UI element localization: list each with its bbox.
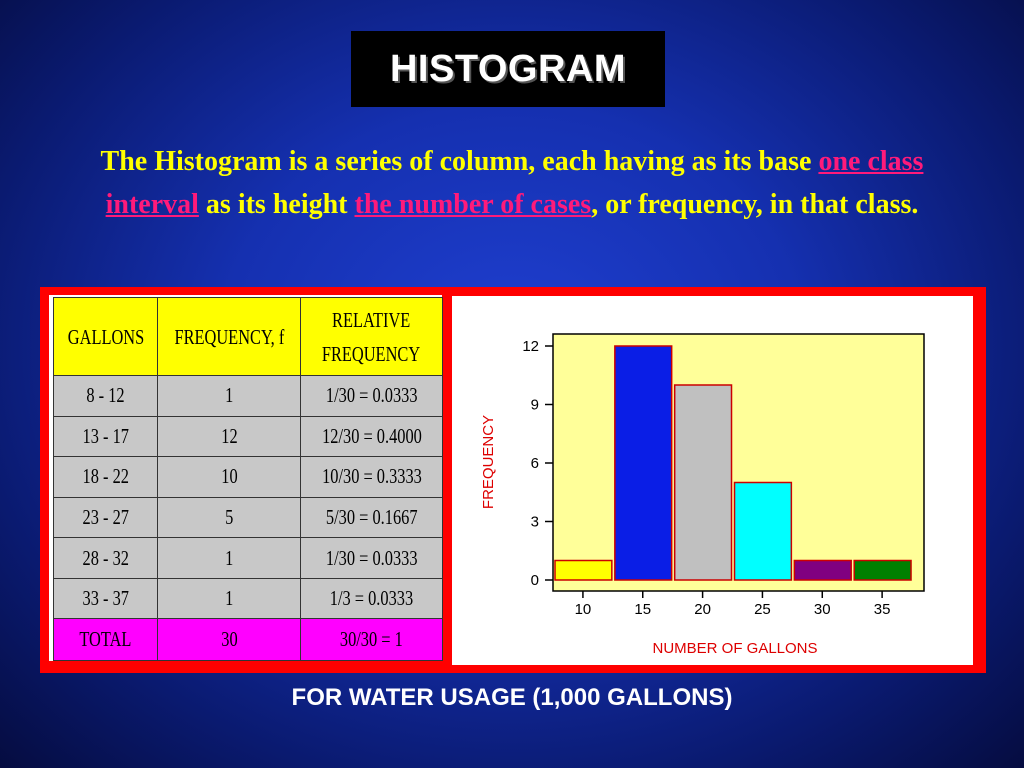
- table-cell: [158, 497, 301, 538]
- intro-highlight-number-of-cases: the number of cases: [354, 189, 592, 220]
- histogram-bar: [735, 483, 792, 581]
- table-cell-text: 33 - 37: [82, 586, 129, 611]
- table-row: [54, 538, 443, 579]
- table-total-cell: [158, 619, 301, 661]
- table-total-text: 30: [220, 627, 238, 652]
- table-cell: [54, 578, 158, 619]
- table-cell-text: 1/30 = 0.0333: [325, 545, 418, 570]
- intro-part1: The Histogram is a series of column, each having as its base: [100, 146, 819, 177]
- table-total-row: [54, 619, 443, 661]
- y-tick-label: 12: [522, 338, 539, 355]
- table-cell-text: 1/30 = 0.0333: [325, 383, 418, 408]
- table-total-cell: [54, 619, 158, 661]
- histogram-bar: [854, 561, 911, 581]
- x-tick-label: 20: [694, 601, 711, 618]
- table-header-text: FREQUENCY, f: [174, 324, 284, 349]
- table-cell-text: 8 - 12: [86, 383, 125, 408]
- table-row: [54, 416, 443, 457]
- x-tick-label: 15: [634, 601, 652, 618]
- table-cell: [158, 416, 301, 457]
- table-cell-text: 28 - 32: [82, 545, 129, 570]
- frequency-table: [53, 297, 443, 661]
- table-row: [54, 497, 443, 538]
- caption: FOR WATER USAGE (1,000 GALLONS): [291, 684, 733, 711]
- table-total-cell: [301, 619, 443, 661]
- histogram-bar: [555, 561, 612, 581]
- table-header-row: [54, 298, 443, 376]
- table-cell-text: 1: [224, 545, 234, 570]
- x-axis-title: NUMBER OF GALLONS: [652, 640, 818, 657]
- table-total-text: TOTAL: [79, 627, 132, 652]
- table-cell-text: 23 - 27: [82, 504, 129, 529]
- table-header-cell: [54, 298, 158, 376]
- title-box: [351, 31, 665, 107]
- x-tick-label: 10: [574, 601, 592, 618]
- table-header-cell: [301, 298, 443, 376]
- y-axis-title: FREQUENCY: [480, 414, 497, 510]
- table-cell-text: 10: [220, 464, 238, 489]
- table-cell: [301, 497, 443, 538]
- table-cell-text: 10/30 = 0.3333: [321, 464, 422, 489]
- table-cell-text: 5: [224, 504, 234, 529]
- x-tick-label: 30: [813, 601, 831, 618]
- y-tick-label: 0: [530, 572, 539, 589]
- table-cell-text: 1/3 = 0.0333: [329, 586, 414, 611]
- table-cell: [54, 376, 158, 417]
- table-cell: [54, 416, 158, 457]
- table-header-cell: [158, 298, 301, 376]
- table-cell: [158, 578, 301, 619]
- intro-highlight-class-interval: one class interval: [105, 146, 924, 220]
- table-cell-text: 12/30 = 0.4000: [321, 423, 422, 448]
- x-tick-label: 25: [754, 601, 771, 618]
- table-header-text: GALLONS: [67, 324, 144, 349]
- intro-text: [60, 140, 964, 226]
- table-cell: [158, 457, 301, 498]
- y-tick-label: 9: [530, 396, 539, 414]
- table-row: [54, 457, 443, 498]
- histogram-bar: [794, 561, 851, 581]
- table-cell-text: 5/30 = 0.1667: [325, 504, 418, 529]
- x-tick-label: 35: [873, 601, 891, 618]
- y-tick-label: 3: [530, 513, 539, 531]
- table-cell: [301, 376, 443, 417]
- y-tick-label: 6: [530, 455, 539, 472]
- table-cell-text: 1: [224, 586, 234, 611]
- table-cell: [54, 538, 158, 579]
- table-cell: [301, 538, 443, 579]
- table-total-text: 30/30 = 1: [340, 627, 403, 652]
- intro-part3: , or frequency, in that class.: [591, 189, 919, 220]
- table-cell: [301, 578, 443, 619]
- table-header-text: FREQUENCY: [322, 341, 421, 366]
- table-cell-text: 12: [220, 423, 238, 448]
- intro-part2: as its height: [198, 189, 355, 220]
- table-cell: [158, 538, 301, 579]
- table-cell: [301, 416, 443, 457]
- table-cell: [54, 457, 158, 498]
- table-row: [54, 376, 443, 417]
- histogram-panel: [452, 296, 973, 665]
- table-cell-text: 18 - 22: [82, 464, 129, 489]
- slide-title: HISTOGRAM: [389, 47, 627, 90]
- table-cell-text: 13 - 17: [82, 423, 129, 448]
- table-cell-text: 1: [224, 383, 234, 408]
- histogram-bar: [615, 346, 672, 580]
- table-row: [54, 578, 443, 619]
- table-cell: [54, 497, 158, 538]
- table-cell: [158, 376, 301, 417]
- histogram-bar: [675, 385, 732, 580]
- histogram-chart: [452, 296, 973, 665]
- table-cell: [301, 457, 443, 498]
- table-header-text: RELATIVE: [332, 307, 411, 332]
